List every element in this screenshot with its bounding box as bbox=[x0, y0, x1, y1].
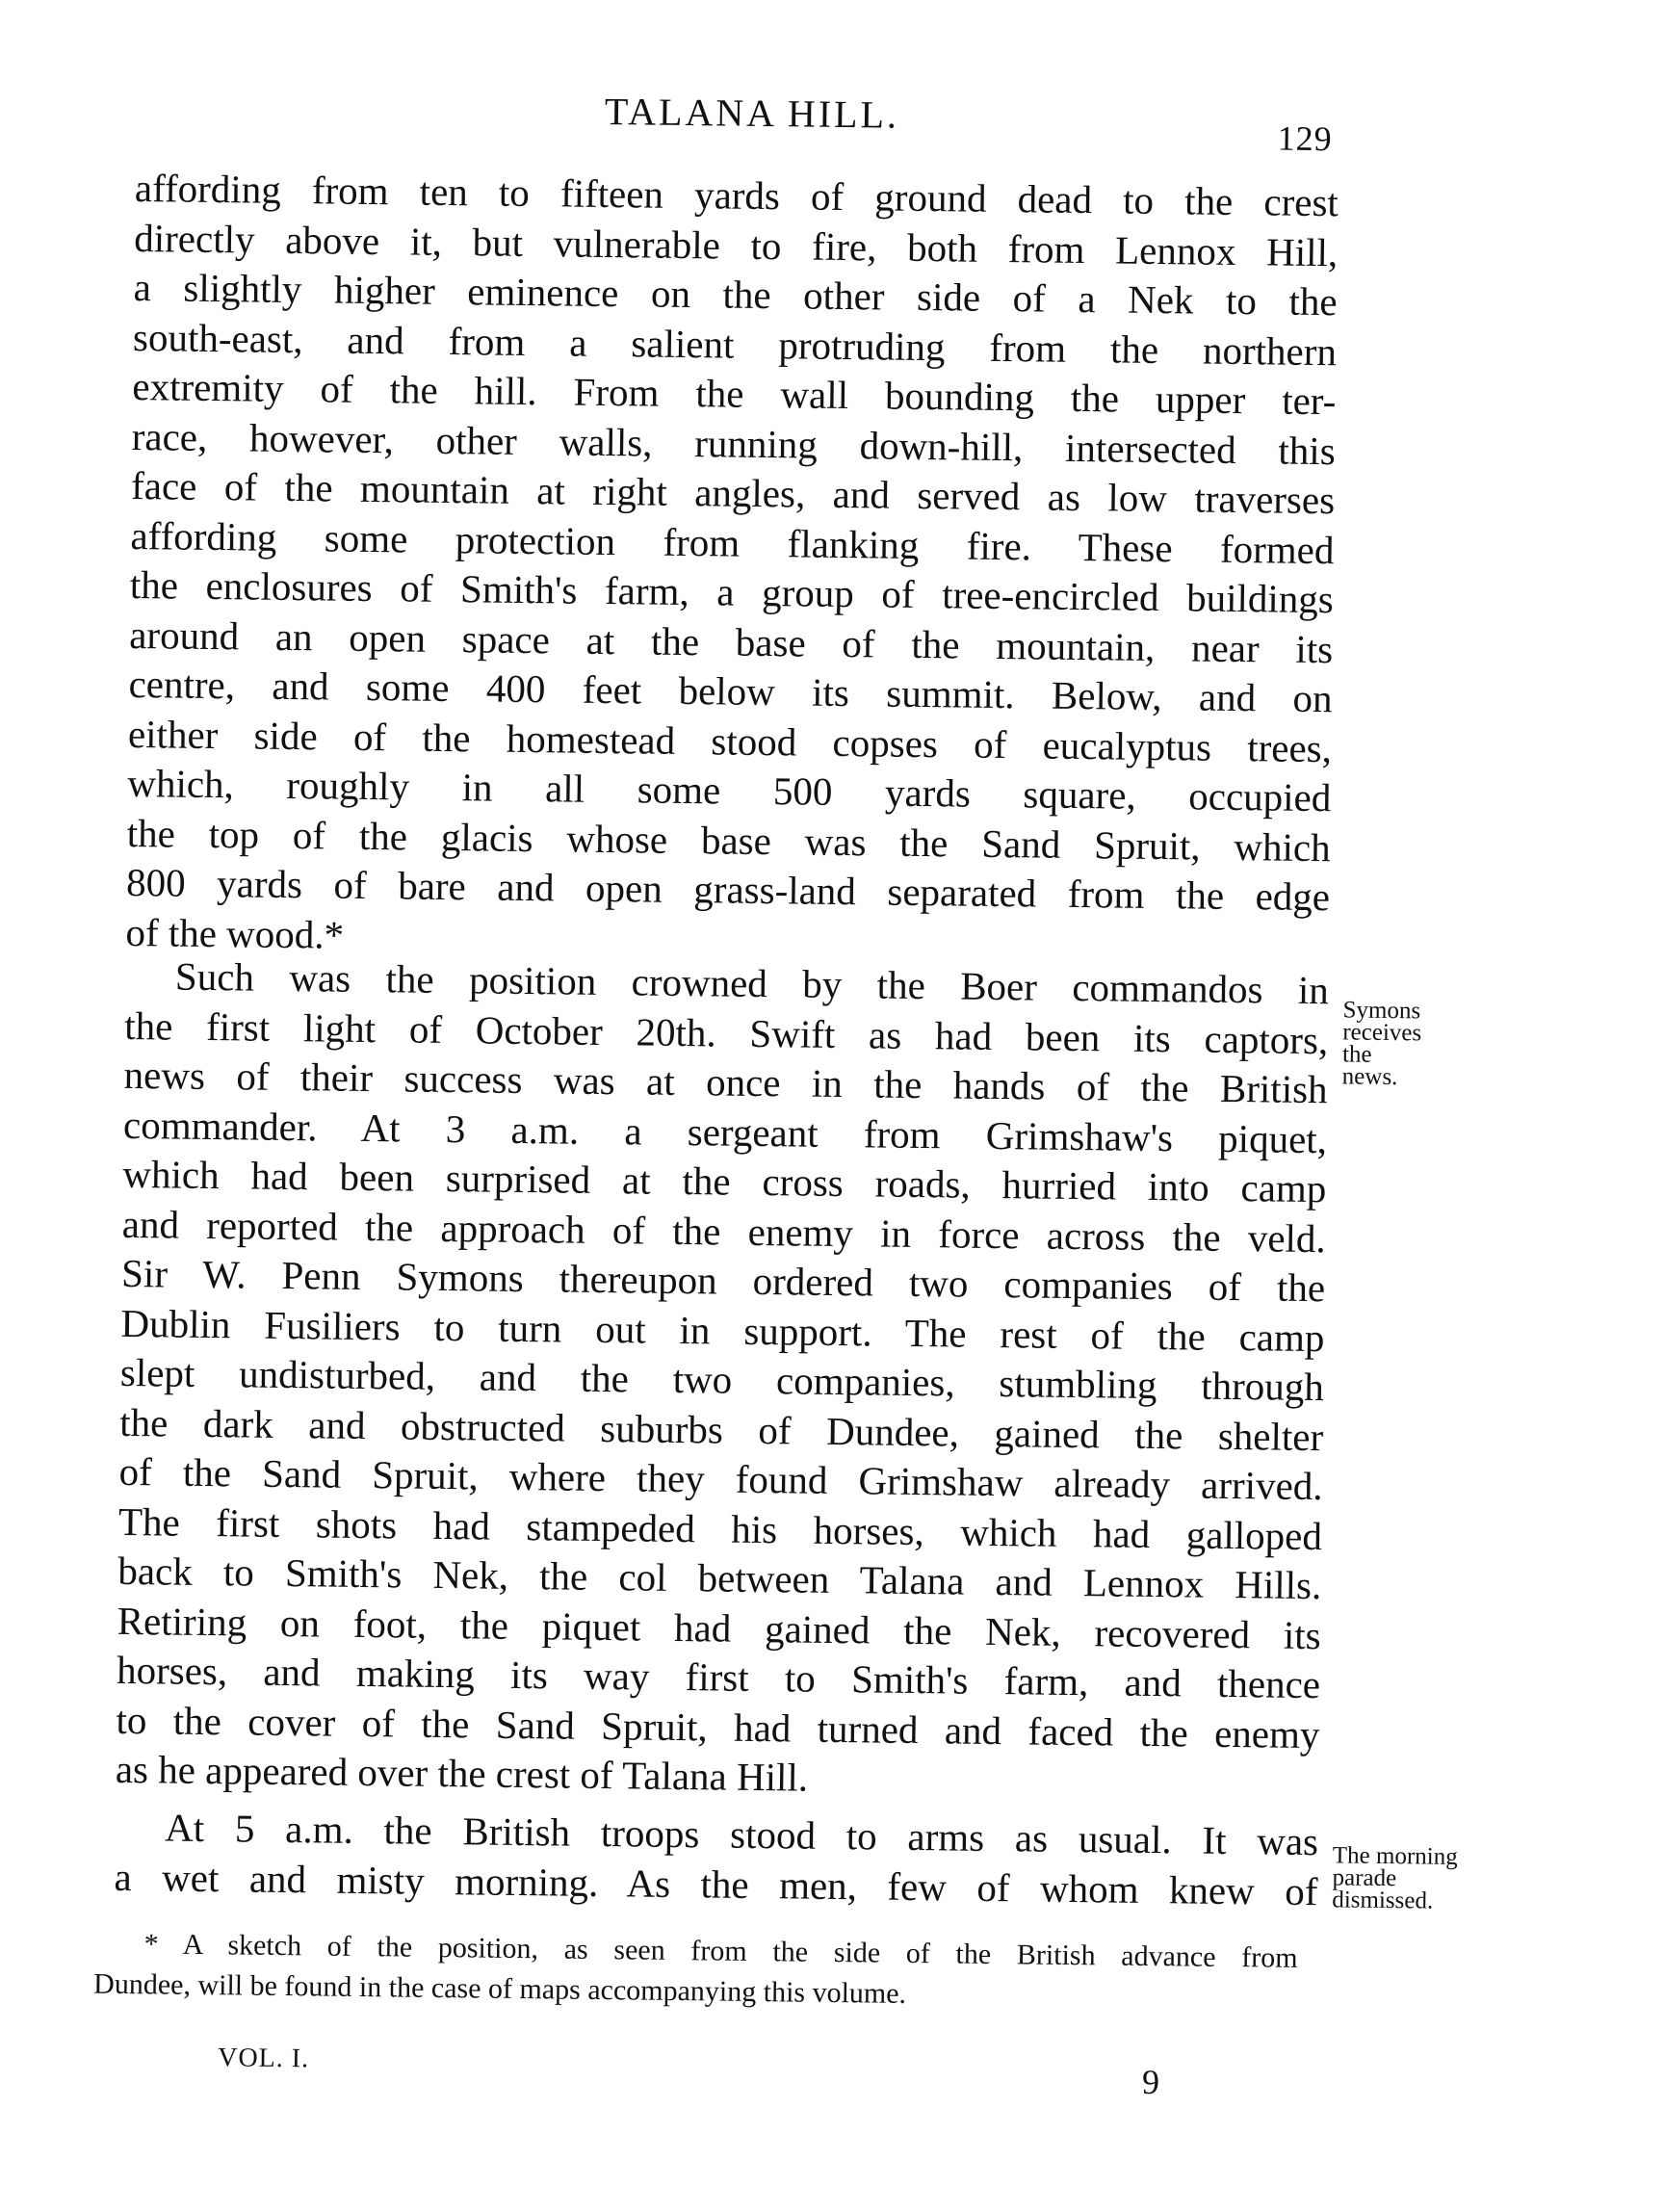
margin-note-line: parade bbox=[1332, 1864, 1397, 1892]
margin-note-line: receives bbox=[1342, 1019, 1422, 1047]
text-line: as he appeared over the crest of Talana Hill. bbox=[115, 1746, 809, 1800]
paragraph-3 bbox=[114, 1803, 1318, 1916]
text-line: the dark and obstructed suburbs of Dundee, gained the shelter bbox=[119, 1399, 1324, 1459]
text-line: Such was the position crowned by the Boer commandos in bbox=[174, 953, 1330, 1013]
text-line: which, roughly in all some 500 yards square, occupied bbox=[127, 760, 1332, 820]
margin-note-line: the bbox=[1341, 1041, 1372, 1068]
margin-note-line: dismissed. bbox=[1332, 1887, 1434, 1914]
running-title: TALANA HILL. bbox=[604, 89, 900, 137]
text-line: Retiring on foot, the piquet had gained the Nek, recovered its bbox=[117, 1598, 1321, 1657]
text-line: news of their success was at once in the hands of the British bbox=[123, 1052, 1328, 1112]
margin-note-line: Symons bbox=[1342, 997, 1421, 1025]
text-line: south-east, and from a salient protruding from the northern bbox=[132, 314, 1338, 374]
text-line: the top of the glacis whose base was the Sand Spruit, which bbox=[126, 810, 1331, 870]
margin-note-line: news. bbox=[1341, 1063, 1398, 1091]
text-line: a wet and misty morning. As the men, few of whom knew of bbox=[114, 1854, 1318, 1913]
text-line: extremity of the hill. From the wall bounding the upper ter- bbox=[132, 363, 1337, 424]
text-line: of the Sand Spruit, where they found Grimshaw already arrived. bbox=[118, 1448, 1323, 1509]
text-line: the enclosures of Smith's farm, a group of tree-encircled buildings bbox=[129, 561, 1335, 622]
text-line: to the cover of the Sand Spruit, had turned and faced the enemy bbox=[116, 1697, 1320, 1757]
text-line: horses, and making its way first to Smith's farm, and thence bbox=[116, 1647, 1321, 1707]
paragraph-2 bbox=[116, 951, 1330, 1809]
volume-signature: VOL. I. bbox=[218, 2043, 310, 2074]
text-line: and reported the approach of the enemy in force across the veld. bbox=[121, 1201, 1326, 1261]
text-line: commander. At 3 a.m. a sergeant from Grimshaw's piquet, bbox=[122, 1102, 1328, 1161]
footnote bbox=[93, 1924, 1298, 2019]
page-number: 129 bbox=[1277, 118, 1333, 159]
text-line: affording some protection from flanking fire. These formed bbox=[130, 512, 1335, 572]
text-line: the first light of October 20th. Swift as had been its captors, bbox=[124, 1002, 1329, 1062]
text-line: which had been surprised at the cross roads, hurried into camp bbox=[122, 1151, 1327, 1211]
text-line: of the wood.* bbox=[125, 909, 345, 957]
margin-note-2 bbox=[1332, 1844, 1458, 1913]
text-line: face of the mountain at right angles, and served as low traverses bbox=[130, 462, 1336, 523]
margin-note-1 bbox=[1341, 997, 1422, 1091]
text-line: At 5 a.m. the British troops stood to arms as usual. It was bbox=[164, 1805, 1319, 1864]
text-line: Sir W. Penn Symons thereupon ordered two companies of the bbox=[120, 1250, 1326, 1311]
text-line: Dublin Fusiliers to turn out in support. The rest of the camp bbox=[120, 1300, 1325, 1360]
text-line: The first shots had stampeded his horses, which had galloped bbox=[117, 1498, 1323, 1558]
margin-note-line: The morning bbox=[1332, 1842, 1458, 1870]
footnote-line: * A sketch of the position, as seen from the side of the British advance from bbox=[143, 1928, 1298, 1974]
text-line: 800 yards of bare and open grass-land separated from the edge bbox=[125, 859, 1331, 920]
text-line: slept undisturbed, and the two companies, stumbling through bbox=[119, 1349, 1325, 1410]
footnote-line: Dundee, will be found in the case of maps accompanying this volume. bbox=[92, 1967, 907, 2010]
text-line: affording from ten to fifteen yards of ground dead to the crest bbox=[134, 166, 1339, 225]
text-line: back to Smith's Nek, the col between Talana and Lennox Hills. bbox=[117, 1548, 1322, 1608]
text-line: either side of the homestead stood copses of eucalyptus trees, bbox=[127, 711, 1333, 770]
text-line: centre, and some 400 feet below its summit. Below, and on bbox=[128, 661, 1333, 721]
text-line: directly above it, but vulnerable to fire, both from Lennox Hill, bbox=[134, 215, 1339, 274]
sheet-number: 9 bbox=[1141, 2062, 1160, 2102]
paragraph-1 bbox=[125, 164, 1339, 972]
text-line: around an open space at the base of the mountain, near its bbox=[128, 612, 1334, 671]
text-line: race, however, other walls, running down-hill, intersected this bbox=[131, 413, 1336, 473]
text-line: a slightly higher eminence on the other side of a Nek to the bbox=[133, 264, 1338, 325]
